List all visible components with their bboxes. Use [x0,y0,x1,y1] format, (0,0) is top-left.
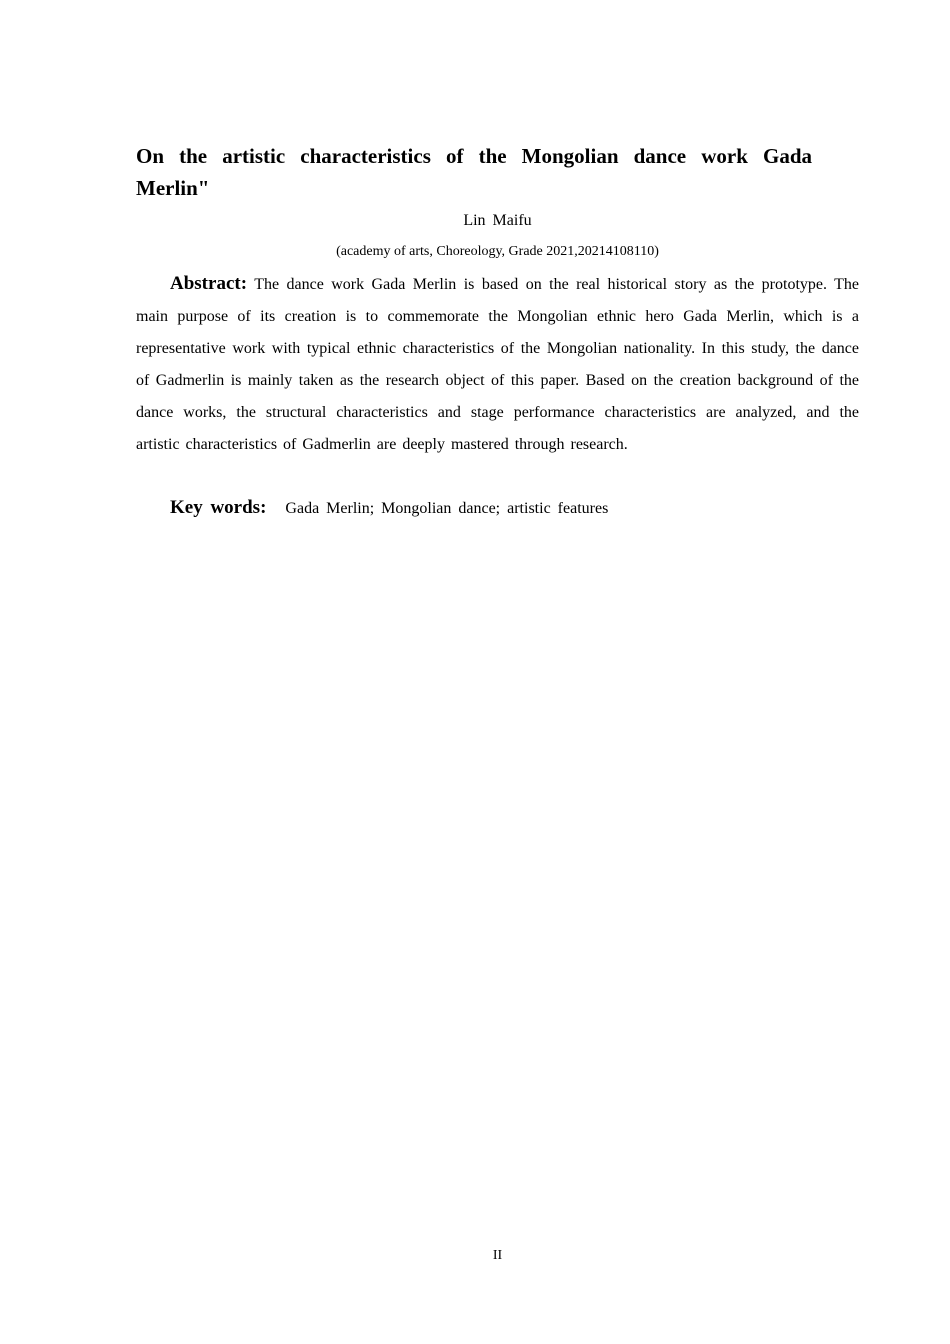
keywords-label: Key words: [170,497,267,518]
keywords-line [136,493,859,524]
page-number: II [492,1248,503,1263]
keywords-text: Gada Merlin; Mongolian dance; artistic features [285,500,609,517]
author-affiliation: (academy of arts, Choreology, Grade 2021,20214108110) [336,244,659,259]
abstract-text: The dance work Gada Merlin is based on the real historical story as the prototype. The main purpose of its creation is to commemorate the Mongolian ethnic hero Gada Merlin, which is a representative work with typical ethnic characteristics of the Mongolian nationality. In this study, the dance of Gadmerlin is mainly taken as the research object of this paper. Based on the creation background of the dance works, the structural characteristics and stage performance characteristics are analyzed, and the artistic characteristics of Gadmerlin are deeply mastered through research. [136,276,860,453]
author-name: Lin Maifu [463,212,532,229]
abstract-label: Abstract: [170,273,248,294]
abstract-paragraph [136,268,859,461]
paper-title: On the artistic characteristics of the Mongolian dance work Gada Merlin" [136,144,812,200]
